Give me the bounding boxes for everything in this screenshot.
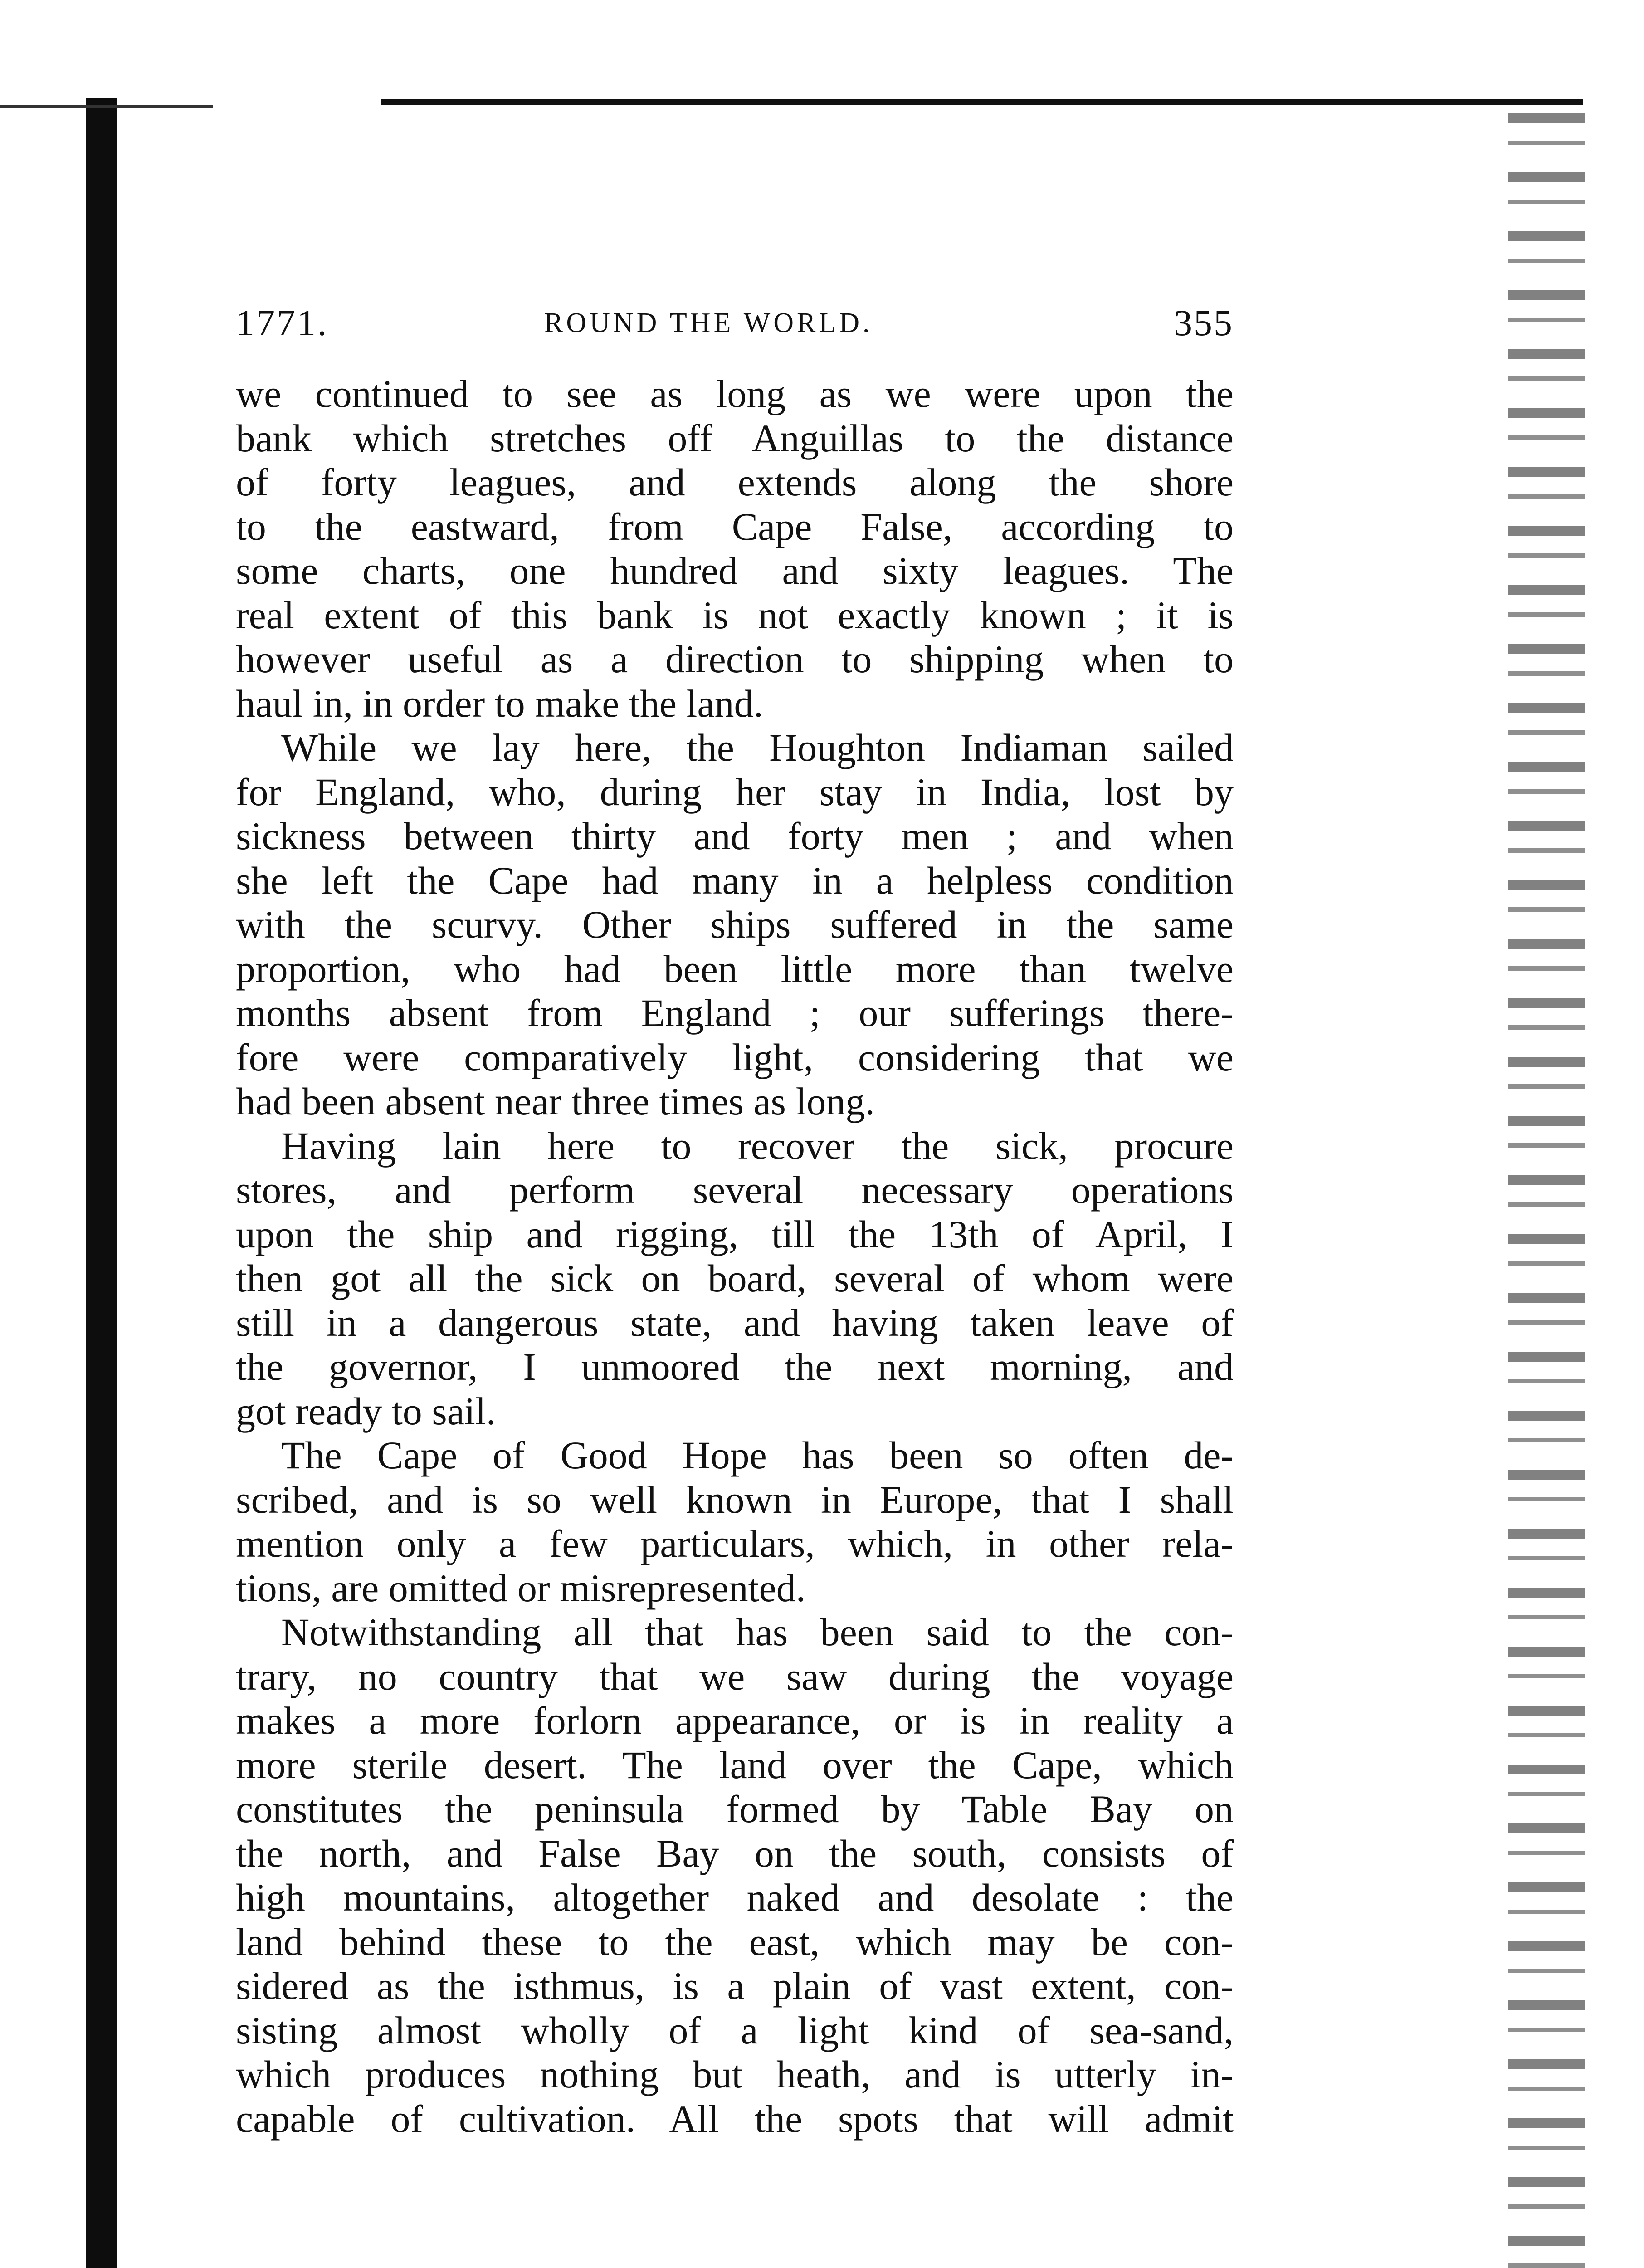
text-line: the north, and False Bay on the south, consists of <box>236 1831 1234 1875</box>
paragraph-3 <box>236 1124 1234 1434</box>
text-line: sickness between thirty and forty men ; and when <box>236 814 1234 858</box>
text-line: real extent of this bank is not exactly known ; it is <box>236 593 1234 637</box>
text-line: The Cape of Good Hope has been so often de- <box>281 1433 1234 1477</box>
running-head-year: 1771. <box>236 302 329 343</box>
text-line: capable of cultivation. All the spots that will admit <box>236 2097 1234 2141</box>
text-line: Having lain here to recover the sick, procure <box>281 1124 1234 1168</box>
paragraph-4 <box>236 1433 1234 1610</box>
text-line: constitutes the peninsula formed by Table Bay on <box>236 1787 1234 1831</box>
text-line: mention only a few particulars, which, in other rela- <box>236 1522 1234 1565</box>
text-line: months absent from England ; our sufferings there- <box>236 991 1234 1035</box>
running-head <box>236 300 1234 346</box>
text-line: land behind these to the east, which may be con- <box>236 1920 1234 1964</box>
text-line: the governor, I unmoored the next morning, and <box>236 1345 1234 1388</box>
text-line: trary, no country that we saw during the voyage <box>236 1654 1234 1698</box>
text-line: Notwithstanding all that has been said to the con- <box>281 1610 1234 1654</box>
text-line: upon the ship and rigging, till the 13th of April, I <box>236 1212 1234 1256</box>
text-line: then got all the sick on board, several of whom were <box>236 1256 1234 1300</box>
text-line: with the scurvy. Other ships suffered in the same <box>236 903 1234 946</box>
text-line: bank which stretches off Anguillas to the distance <box>236 416 1234 460</box>
text-line: got ready to sail. <box>236 1389 496 1433</box>
page-edge-right <box>1508 113 1585 2268</box>
text-line: to the eastward, from Cape False, according to <box>236 504 1234 548</box>
text-line: which produces nothing but heath, and is utterly in- <box>236 2053 1234 2096</box>
text-line: still in a dangerous state, and having taken leave of <box>236 1300 1234 1344</box>
text-line: she left the Cape had many in a helpless condition <box>236 858 1234 902</box>
paragraph-1 <box>236 372 1234 726</box>
text-line: proportion, who had been little more than twelve <box>236 947 1234 991</box>
text-line: we continued to see as long as we were upon the <box>236 372 1234 415</box>
text-line: haul in, in order to make the land. <box>236 681 764 725</box>
text-line: makes a more forlorn appearance, or is in reality a <box>236 1699 1234 1742</box>
page-edge-top-left <box>0 105 213 108</box>
running-head-title: ROUND THE WORLD. <box>544 308 873 338</box>
text-line: fore were comparatively light, considering that we <box>236 1035 1234 1079</box>
text-line: While we lay here, the Houghton Indiaman sailed <box>281 726 1234 769</box>
text-line: for England, who, during her stay in India, lost by <box>236 770 1234 814</box>
page-edge-left <box>86 98 117 2268</box>
text-line: scribed, and is so well known in Europe, that I shall <box>236 1477 1234 1521</box>
paragraph-5 <box>236 1610 1234 2141</box>
text-line: stores, and perform several necessary operations <box>236 1168 1234 1212</box>
text-line: sidered as the isthmus, is a plain of vast extent, con- <box>236 1964 1234 2008</box>
page-number: 355 <box>1174 302 1234 343</box>
page-edge-top-rule <box>381 99 1583 105</box>
text-line: tions, are omitted or misrepresented. <box>236 1566 806 1610</box>
text-line: sisting almost wholly of a light kind of sea-sand, <box>236 2008 1234 2052</box>
text-line: high mountains, altogether naked and desolate : the <box>236 1876 1234 1919</box>
paragraph-2 <box>236 726 1234 1124</box>
text-line: more sterile desert. The land over the Cape, which <box>236 1743 1234 1787</box>
text-line: some charts, one hundred and sixty leagues. The <box>236 549 1234 592</box>
text-line: of forty leagues, and extends along the shore <box>236 460 1234 504</box>
text-line: had been absent near three times as long. <box>236 1080 875 1123</box>
text-line: however useful as a direction to shipping when to <box>236 637 1234 681</box>
body-text <box>236 372 1234 2141</box>
